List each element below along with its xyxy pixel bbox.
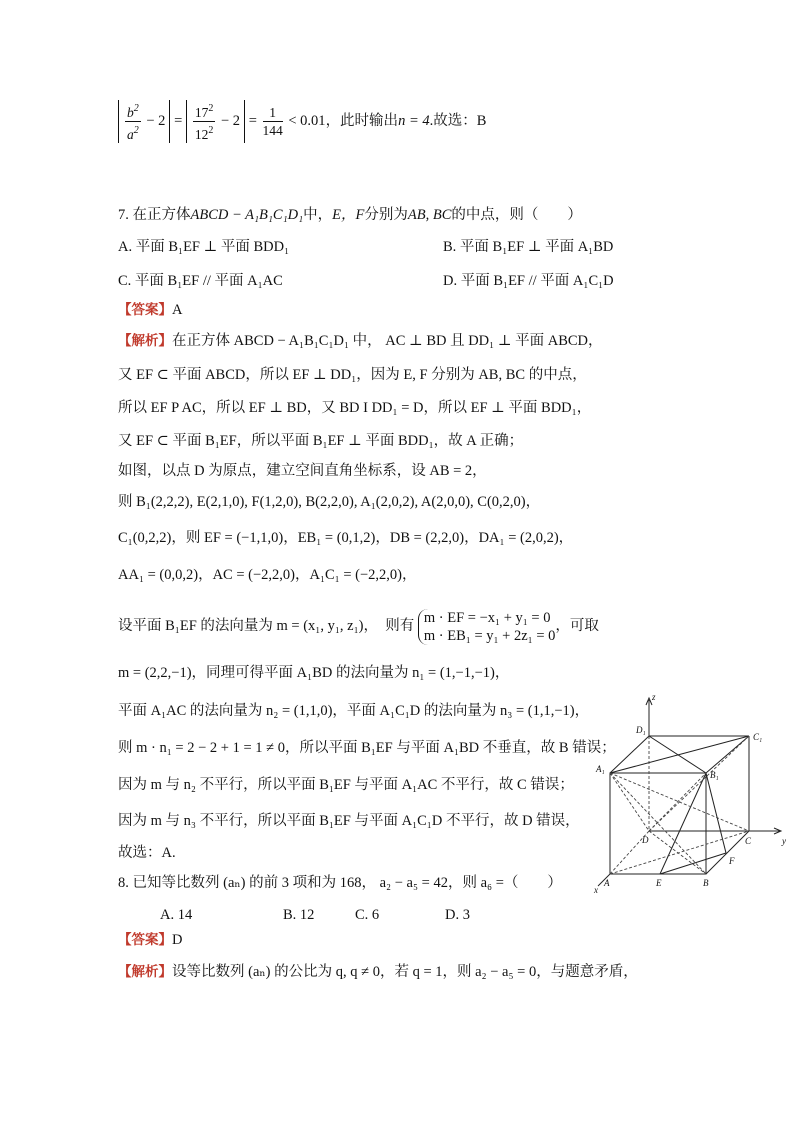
q6-tail: ，此时输出 (325, 112, 399, 129)
equation-1: m · EF = −x₁ + y₁ = 0 (423, 609, 551, 626)
analysis-line-11: 平面 A₁AC 的法向量为 n₂ = (1,1,0)，平面 A₁C₁D 的法向量为 n₃ = (1,1,−1)， (118, 703, 590, 719)
label-d1: D₁ (636, 725, 646, 735)
q7-stem-b: 中， (303, 207, 333, 223)
diag-a1c (610, 773, 749, 831)
analysis-line-10: m = (2,2,−1)，同理可得平面 A₁BD 的法向量为 n₁ = (1,−1,−1)， (118, 665, 510, 681)
q6-formula-line: $\frac{b^2}{a^2}$ − 2 = $\frac{17^2}{12^2}$ − 2 = $\frac{1}{144}$ < 0.01，此时输出n = 4.故选：B (118, 100, 486, 143)
label-e: E (656, 878, 662, 888)
label-x: x (594, 885, 598, 895)
answer-tag: 【答案】 (118, 932, 172, 948)
q8-answer (118, 930, 182, 950)
analysis-line: 设等比数列 (aₙ) 的公比为 q, q ≠ 0，若 q = 1，则 a₂ − a₅ = 0，与题意矛盾， (172, 964, 638, 980)
analysis-line-4: 又 EF ⊂ 平面 B₁EF，所以平面 B₁EF ⊥ 平面 BDD₁，故 A 正确； (118, 433, 524, 449)
q7-option-c: C. 平面 B₁EF // 平面 A₁AC (118, 273, 283, 289)
q8-option-b: B. 12 (283, 907, 315, 923)
q7-stem-c: 分别为 (364, 207, 408, 223)
label-a: A (604, 878, 610, 888)
fraction-result: $\frac{1}{144}$ (262, 105, 283, 138)
equation-2: m · EB₁ = y₁ + 2z₁ = 0 (423, 627, 556, 644)
cube-coordinate-figure (590, 690, 794, 895)
q7-stem (118, 205, 582, 225)
answer-value: A (172, 302, 183, 318)
diag-db (649, 831, 706, 874)
q8-option-a: A. 14 (160, 907, 193, 923)
abs-left: $\frac{b^2}{a^2}$ − 2 (118, 100, 170, 143)
q7-answer (118, 300, 182, 320)
label-b1: B₁ (710, 770, 719, 780)
analysis-line-9a: 设平面 B₁EF 的法向量为 m = (x₁, y₁, z₁)， 则有 (118, 618, 415, 634)
q8-option-d: D. 3 (445, 907, 470, 923)
analysis-tag: 【解析】 (118, 964, 172, 980)
q7-option-a: A. 平面 B₁EF ⊥ 平面 BDD₁ (118, 239, 290, 255)
q7-option-b: B. 平面 B₁EF ⊥ 平面 A₁BD (443, 239, 614, 255)
analysis-line-5: 如图，以点 D 为原点，建立空间直角坐标系，设 AB = 2， (118, 463, 487, 479)
analysis-line-13: 因为 m 与 n₂ 不平行，所以平面 B₁EF 与平面 A₁AC 不平行，故 C 错误； (118, 777, 574, 793)
diag-dc1 (649, 736, 749, 831)
label-z: z (652, 692, 656, 702)
diag-d1b1 (649, 736, 706, 773)
q7-stem-a: 7. 在正方体 (118, 207, 191, 223)
analysis-line-6: 则 B₁(2,2,2), E(2,1,0), F(1,2,0), B(2,2,0), A₁(2,0,2), A(2,0,0), C(0,2,0)， (118, 494, 541, 510)
q7-ef: E，F (332, 207, 365, 223)
q7-cube: ABCD − A₁B₁C₁D₁ (190, 207, 304, 223)
label-y: y (782, 836, 786, 846)
analysis-line-15: 故选：A. (118, 845, 176, 861)
q7-stem-d: 的中点，则（ ） (451, 207, 582, 223)
analysis-line-9b: ，可取 (555, 618, 599, 634)
label-b: B (703, 878, 709, 888)
abs-right: $\frac{17^2}{12^2}$ − 2 (186, 100, 245, 143)
label-f: F (729, 856, 735, 866)
analysis-line-1: 在正方体 ABCD − A₁B₁C₁D₁ 中， AC ⊥ BD 且 DD₁ ⊥ 平面 ABCD， (172, 333, 603, 349)
label-d: D (642, 835, 649, 845)
analysis-line-8: AA₁ = (0,0,2)，AC = (−2,2,0)，A₁C₁ = (−2,2,0)， (118, 567, 417, 583)
equation-system (418, 609, 556, 645)
seg-eb1 (660, 773, 706, 874)
analysis-line-14: 因为 m 与 n₃ 不平行，所以平面 B₁EF 与平面 A₁C₁D 不平行，故 D 错误， (118, 813, 580, 829)
q7-abbc: AB, BC (407, 207, 452, 223)
q8-stem: 8. 已知等比数列 (aₙ) 的前 3 项和为 168， a₂ − a₅ = 42，则 a₆ =（ ） (118, 875, 562, 891)
q8-option-c: C. 6 (355, 907, 380, 923)
analysis-line-9 (118, 604, 599, 648)
analysis-line-12: 则 m · n₁ = 2 − 2 + 1 = 1 ≠ 0，所以平面 B₁EF 与平面 A₁BD 不垂直，故 B 错误； (118, 740, 616, 756)
answer-tag: 【答案】 (118, 302, 172, 318)
analysis-line-3: 所以 EF P AC，所以 EF ⊥ BD，又 BD I DD₁ = D，所以 EF ⊥ 平面 BDD₁， (118, 400, 592, 416)
q8-analysis (118, 962, 638, 982)
q7-analysis-1 (118, 331, 603, 351)
edge-bc (706, 831, 749, 874)
label-a1: A₁ (596, 764, 605, 774)
analysis-tag: 【解析】 (118, 333, 172, 349)
label-c1: C₁ (753, 732, 763, 742)
q7-option-d: D. 平面 B₁EF // 平面 A₁C₁D (443, 273, 614, 289)
label-c: C (745, 836, 752, 846)
q6-n: n = 4 (398, 112, 430, 129)
q6-choose: .故选：B (429, 112, 487, 129)
diag-a1d (610, 773, 649, 831)
answer-value: D (172, 932, 183, 948)
analysis-line-7: C₁(0,2,2)，则 EF = (−1,1,0)，EB₁ = (0,1,2)，DB = (2,2,0)，DA₁ = (2,0,2)， (118, 530, 574, 546)
analysis-line-2: 又 EF ⊂ 平面 ABCD，所以 EF ⊥ DD₁，因为 E, F 分别为 AB, BC 的中点， (118, 367, 587, 383)
